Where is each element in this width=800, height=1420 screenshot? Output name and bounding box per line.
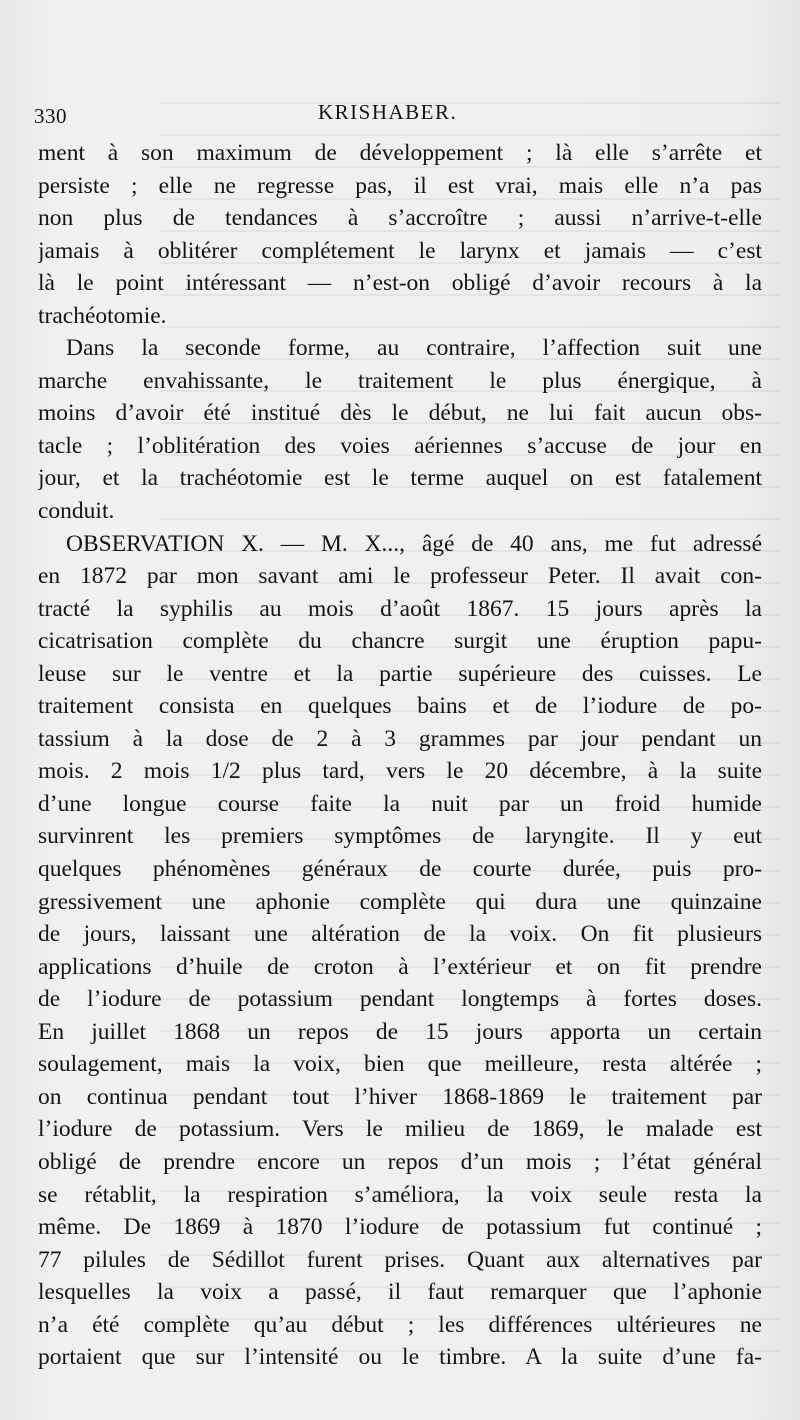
text-line: portaient que sur l’intensité ou le timbre. A la suite d’une fa- — [38, 1344, 762, 1371]
text-line: gressivement une aphonie complète qui dura une quinzaine — [38, 888, 762, 915]
text-line: d’une longue course faite la nuit par un froid humide — [38, 790, 762, 817]
text-line: tracté la syphilis au mois d’août 1867. 15 jours après la — [38, 595, 762, 622]
text-line: OBSERVATION X. — M. X..., âgé de 40 ans, me fut adressé — [66, 530, 762, 557]
text-line: obligé de prendre encore un repos d’un mois ; l’état général — [38, 1148, 762, 1175]
text-line: tacle ; l’oblitération des voies aériennes s’accuse de jour en — [38, 432, 762, 459]
body-text — [38, 137, 762, 1374]
text-line: se rétablit, la respiration s’améliora, la voix seule resta la — [38, 1181, 762, 1208]
text-line: 77 pilules de Sédillot furent prises. Quant aux alternatives par — [38, 1246, 762, 1273]
text-line: mois. 2 mois 1/2 plus tard, vers le 20 décembre, à la suite — [38, 758, 762, 785]
text-line: applications d’huile de croton à l’extérieur et on fit prendre — [38, 953, 762, 980]
text-line: survinrent les premiers symptômes de laryngite. Il y eut — [38, 823, 762, 850]
text-line: Dans la seconde forme, au contraire, l’affection suit une — [66, 335, 762, 362]
text-line: cicatrisation complète du chancre surgit une éruption papu- — [38, 628, 762, 655]
text-line: En juillet 1868 un repos de 15 jours apporta un certain — [38, 1018, 762, 1045]
running-title: KRISHABER. — [318, 100, 458, 124]
text-line: de jours, laissant une altération de la voix. On fit plusieurs — [38, 921, 762, 948]
text-line: là le point intéressant — n’est-on obligé d’avoir recours à la — [38, 270, 762, 297]
text-line: l’iodure de potassium. Vers le milieu de 1869, le malade est — [38, 1116, 762, 1143]
text-line: moins d’avoir été institué dès le début, ne lui fait aucun obs- — [38, 400, 762, 427]
text-line: tassium à la dose de 2 à 3 grammes par jour pendant un — [38, 725, 762, 752]
text-line: leuse sur le ventre et la partie supérieure des cuisses. Le — [38, 660, 762, 687]
text-line: on continua pendant tout l’hiver 1868-1869 le traitement par — [38, 1083, 762, 1110]
text-line: même. De 1869 à 1870 l’iodure de potassium fut continué ; — [38, 1214, 762, 1241]
text-line: en 1872 par mon savant ami le professeur Peter. Il avait con- — [38, 563, 762, 590]
text-line: de l’iodure de potassium pendant longtemps à fortes doses. — [38, 986, 762, 1013]
text-line: jamais à oblitérer complétement le larynx et jamais — c’est — [38, 237, 762, 264]
text-line: lesquelles la voix a passé, il faut remarquer que l’aphonie — [38, 1279, 762, 1306]
text-line: n’a été complète qu’au début ; les différences ultérieures ne — [38, 1311, 762, 1338]
text-line: soulagement, mais la voix, bien que meilleure, resta altérée ; — [38, 1051, 762, 1078]
text-line: quelques phénomènes généraux de courte durée, puis pro- — [38, 856, 762, 883]
text-line: non plus de tendances à s’accroître ; aussi n’arrive-t-elle — [38, 205, 762, 232]
text-line: conduit. — [38, 498, 115, 525]
text-line: persiste ; elle ne regresse pas, il est vrai, mais elle n’a pas — [38, 172, 762, 199]
text-line: jour, et la trachéotomie est le terme auquel on est fatalement — [38, 465, 762, 492]
page-number: 330 — [34, 104, 67, 128]
text-line: traitement consista en quelques bains et de l’iodure de po- — [38, 693, 762, 720]
text-line: ment à son maximum de développement ; là elle s’arrête et — [38, 140, 762, 166]
running-head — [34, 96, 760, 132]
text-line: marche envahissante, le traitement le plus énergique, à — [38, 367, 762, 394]
text-line: trachéotomie. — [38, 302, 167, 329]
